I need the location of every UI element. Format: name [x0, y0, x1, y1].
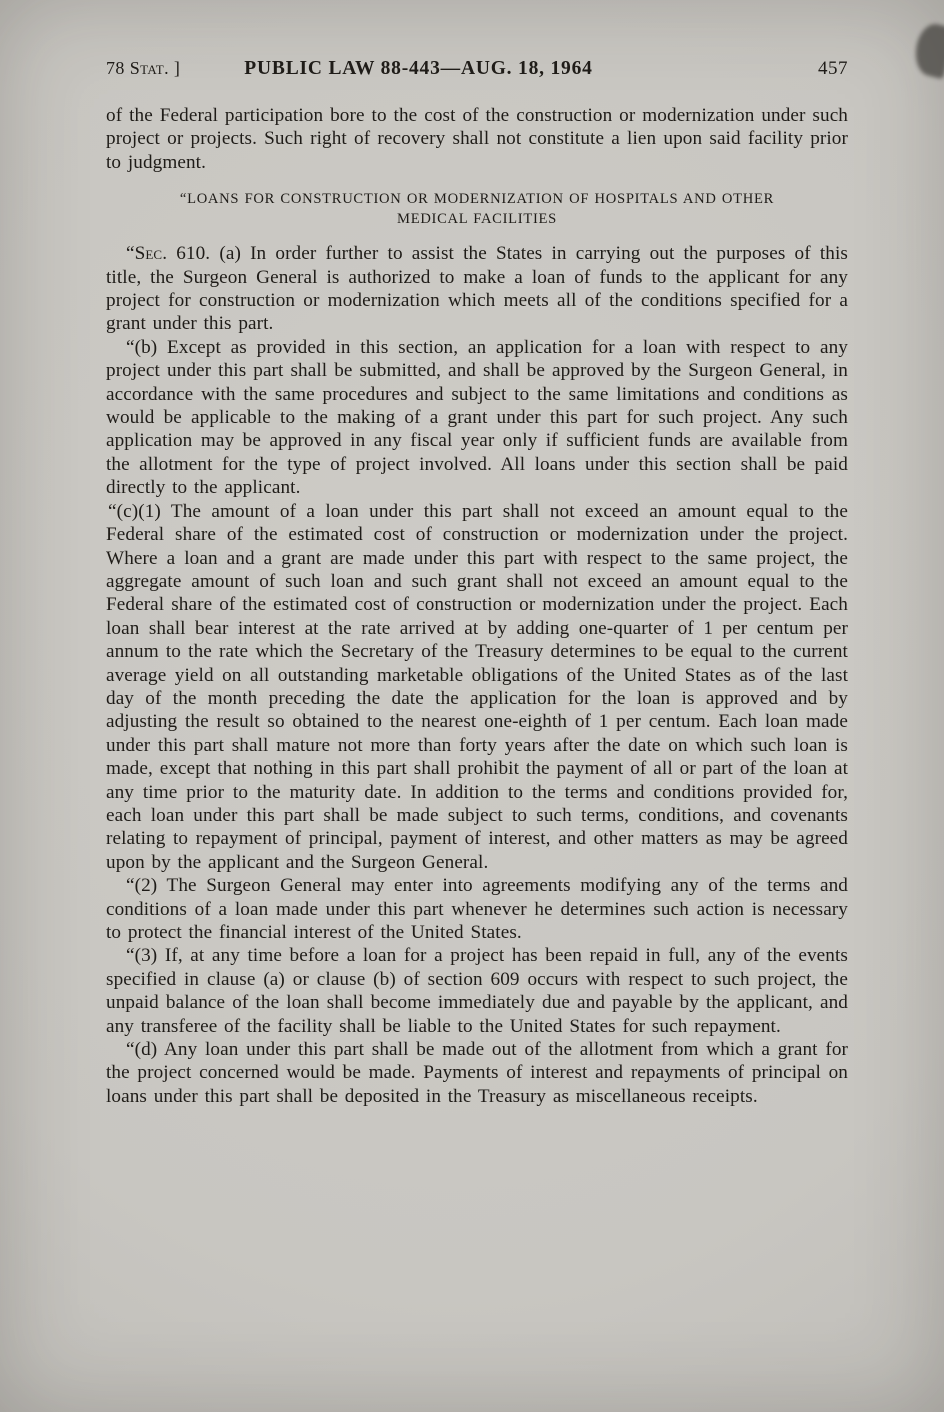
section-610a-text: (a) In order further to assist the States in carrying out the purposes of this title, the Surgeon General is authorized to make a loan of funds to the applicant for any project for construction or modernization which meets all of the conditions specified for a grant under this part. [106, 243, 848, 335]
statute-citation: 78 Stat. ] [106, 58, 181, 78]
law-title: PUBLIC LAW 88-443—AUG. 18, 1964 [244, 58, 593, 79]
page-number: 457 [818, 58, 848, 79]
paragraph-610d: “(d) Any loan under this part shall be made out of the allotment from which a grant for the project concerned would be made. Payments of interest and repayments of principal on loans under this part shall be deposited in the Treasury as miscellaneous receipts. [106, 1039, 848, 1107]
paragraph-610c3: “(3) If, at any time before a loan for a project has been repaid in full, any of the events specified in clause (a) or clause (b) of section 609 occurs with respect to such project, the unpaid balance of the loan shall become immediately due and payable by the applicant, and any transferee of the facility shall be liable to the United States for such repayment. [106, 945, 848, 1037]
section-heading-line-2: MEDICAL FACILITIES [397, 210, 557, 227]
section-number-label: “Sec. 610. [126, 243, 211, 265]
paragraph-610c1: “(c)(1) The amount of a loan under this part shall not exceed an amount equal to the Federal share of the estimated cost of construction or modernization under the project. Where a loan and a grant are made under this part with respect to the same project, the aggregate amount of such loan and such grant shall not exceed an amount equal to the Federal share of the estimated cost of construction or modernization under the project. Each loan shall bear interest at the rate arrived at by adding one-quarter of 1 per centum per annum to the rate which the Secretary of the Treasury determines to be equal to the current average yield on all outstanding marketable obligations of the United States as of the last day of the month preceding the date the application for the loan is approved and by adjusting the result so obtained to the nearest one-eighth of 1 per centum. Each loan made under this part shall mature not more than forty years after the date on which such loan is made, except that nothing in this part shall prohibit the payment of all or part of the loan at any time prior to the maturity date. In addition to the terms and conditions provided for, each loan under this part shall be made subject to such terms, conditions, and covenants relating to repayment of principal, payment of interest, and other matters as may be agreed upon by the applicant and the Surgeon General. [106, 500, 848, 873]
document-text [106, 104, 848, 1108]
paragraph-610b: “(b) Except as provided in this section, an application for a loan with respect to any project under this part shall be submitted, and shall be approved by the Surgeon General, in accordance with the same procedures and subject to the same limitations and conditions as would be applicable to the making of a grant under this part for such project. Any such application may be approved in any fiscal year only if sufficient funds are available from the allotment for the type of project involved. All loans under this section shall be paid directly to the applicant. [106, 336, 848, 499]
paragraph-sec-610a [106, 242, 848, 336]
section-heading [106, 190, 848, 229]
section-heading-line-1: “LOANS FOR CONSTRUCTION OR MODERNIZATION OF HOSPITALS AND OTHER [179, 191, 775, 208]
paragraph-610c2: “(2) The Surgeon General may enter into agreements modifying any of the terms and conditions of a loan made under this part whenever he determines such action is necessary to protect the financial interest of the United States. [106, 875, 848, 943]
page-header [106, 58, 848, 80]
paragraph-continuation: of the Federal participation bore to the cost of the construction or modernization under such project or projects. Such right of recovery shall not constitute a lien upon said facility prior to judgment. [106, 105, 848, 173]
scan-artifact [910, 21, 944, 80]
